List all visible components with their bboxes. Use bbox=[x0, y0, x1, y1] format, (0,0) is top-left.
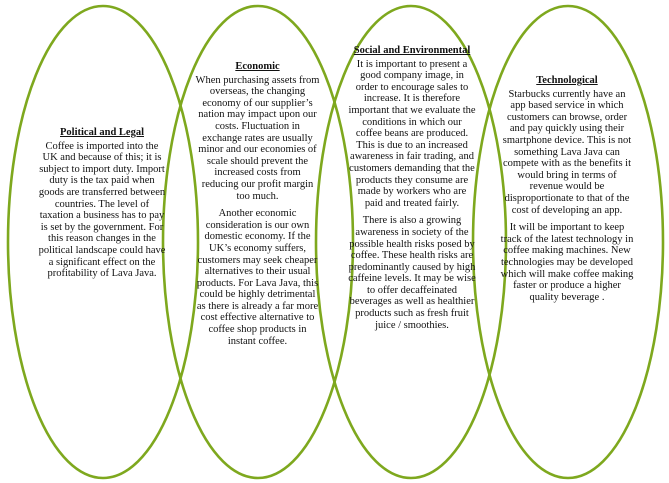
economic-section bbox=[195, 61, 320, 353]
economic-paragraph-1: When purchasing assets from overseas, the changing economy of our supplier’s nation may impact upon our costs. Fluctuation in exchange rates are usually minor and our economies of scale should prevent the increased costs from reducing our profit margin too much. bbox=[195, 74, 320, 202]
social-paragraph-2: There is also a growing awareness in society of the possible health risks posed by coffee. These health risks are predominantly caused by high caffeine levels. It may be wise to offer decaffeinated beverages as well as healthier products such as fresh fruit juice / smoothies. bbox=[348, 215, 476, 331]
economic-heading: Economic bbox=[235, 61, 280, 72]
political-paragraph-1: Coffee is imported into the UK and because of this; it is subject to import duty. Import duty is the tax paid when goods are transferred between countries. The level of taxation a business has to pay is set by the government. For this reason changes in the political landscape could have a significant effect on the profitability of Lava Java. bbox=[38, 140, 166, 280]
social-paragraph-1: It is important to present a good company image, in order to encourage sales to increase. It is therefore important that we evaluate the conditions in which our coffee beans are produced. This is due to an increased awareness in fair trading, and customers demanding that the products they consume are made by workers who are paid and treated fairly. bbox=[348, 58, 476, 209]
technological-heading: Technological bbox=[536, 75, 598, 86]
technological-paragraph-2: It will be important to keep track of the latest technology in coffee making machines. New technologies may be developed which will make coffee making faster or produce a higher quality beverage . bbox=[500, 222, 634, 303]
social-environmental-section bbox=[348, 45, 476, 337]
social-environmental-heading: Social and Environmental bbox=[353, 45, 471, 56]
political-legal-heading: Political and Legal bbox=[60, 127, 144, 138]
economic-paragraph-2: Another economic consideration is our own domestic economy. If the UK’s economy suffers, customers may seek cheaper alternatives to their usual products. For Lava Java, this could be highly detrimental as there is already a far more cost effective alternative to coffee shop products in instant coffee. bbox=[196, 208, 319, 347]
technological-section bbox=[500, 75, 634, 309]
technological-paragraph-1: Starbucks currently have an app based service in which customers can browse, order and pay quickly using their smartphone device. This is not something Lava Java can compete with as the benefits it would bring in terms of revenue would be disproportionate to that of the cost of developing an app. bbox=[502, 88, 632, 216]
political-legal-section bbox=[37, 127, 167, 286]
